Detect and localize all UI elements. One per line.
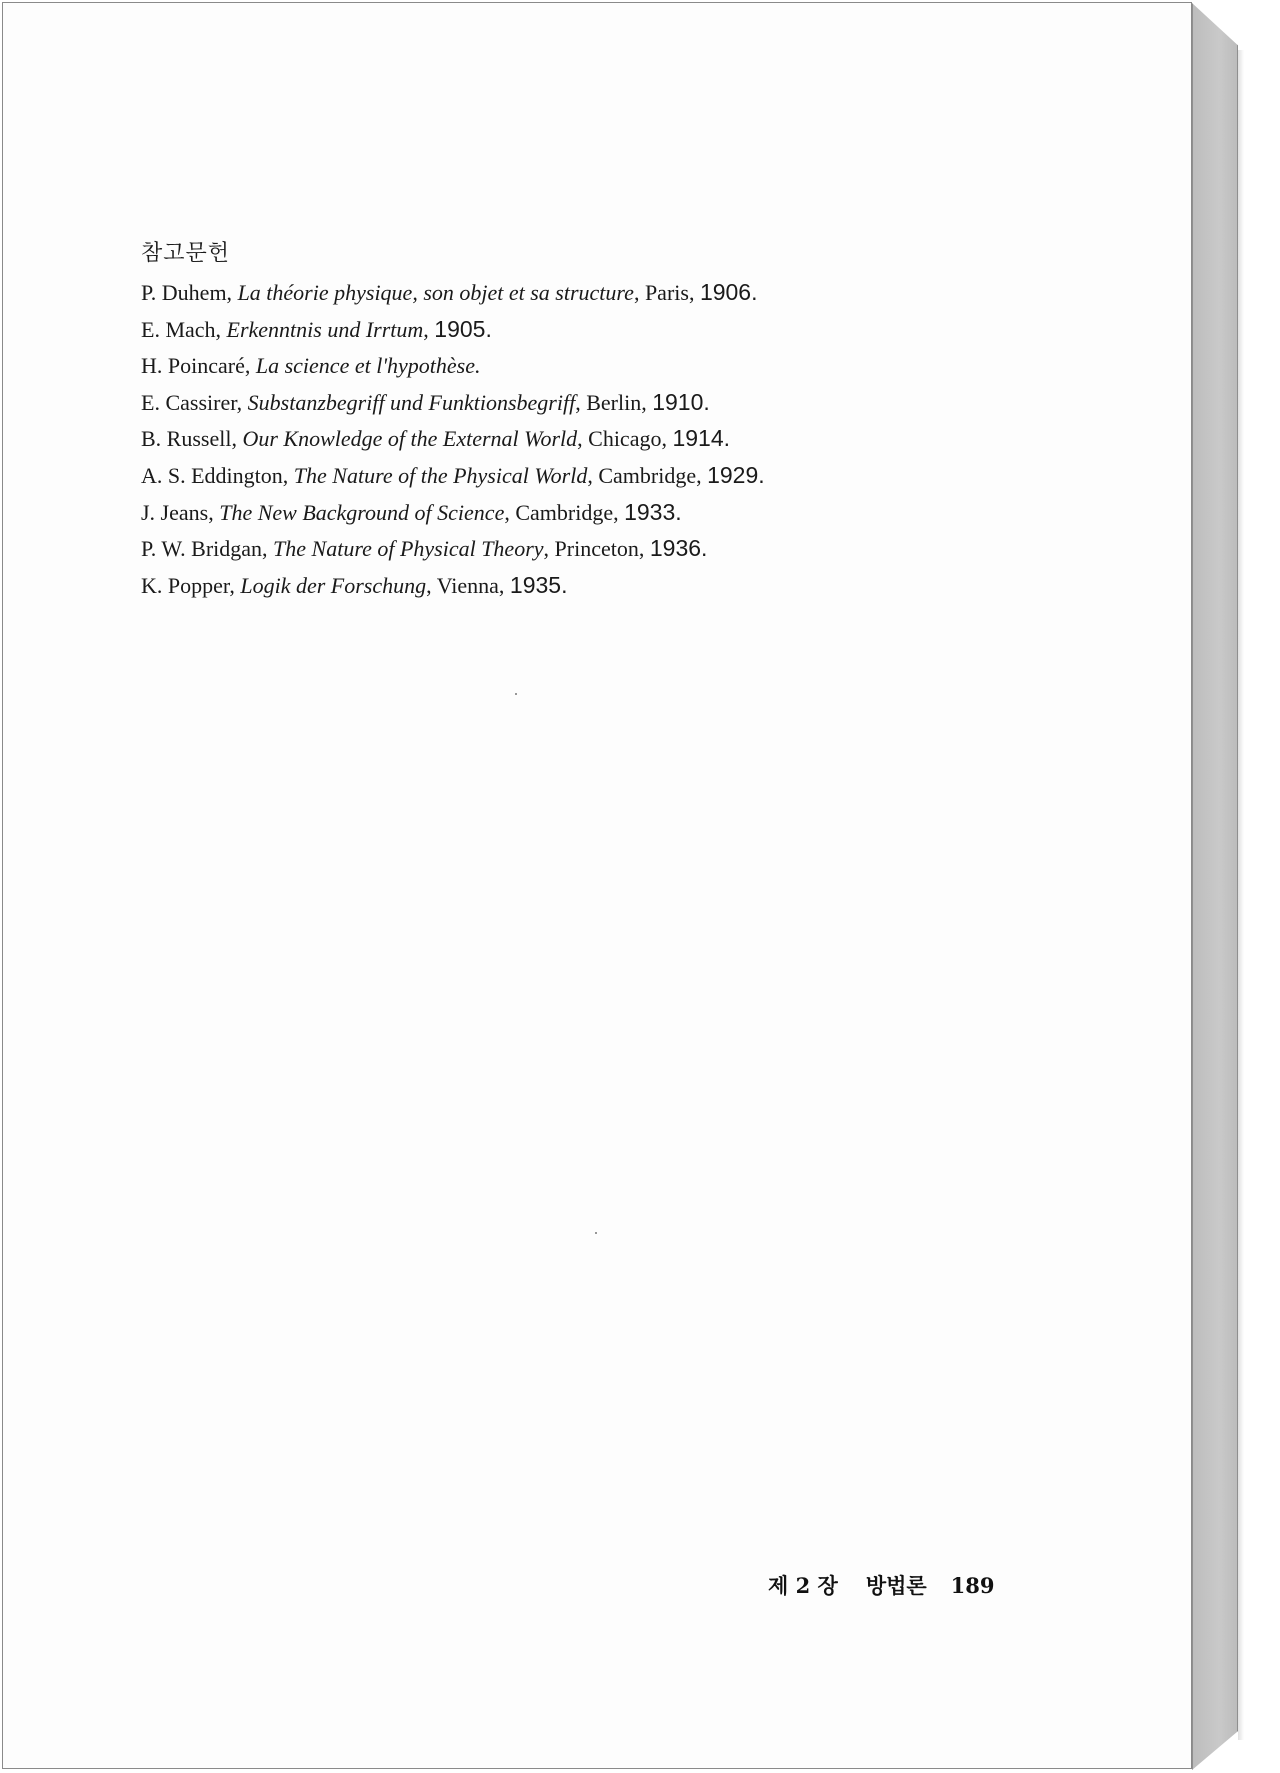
reference-title: La science et l'hypothèse. [255,353,481,379]
footer-section-title: 방법론 [865,1573,927,1598]
reference-list [141,274,1041,603]
reference-place: , Cambridge, [587,462,708,488]
reference-place: , Princeton, [543,536,650,562]
reference-title: The Nature of Physical Theory [273,536,544,562]
page-number: 189 [950,1573,995,1598]
reference-item-bridgan [141,530,1041,567]
reference-place: , Vienna, [426,572,510,598]
reference-place: , Berlin, [575,389,653,415]
references-section [141,240,1041,603]
reference-title: The New Background of Science [219,499,505,525]
reference-item-russell [141,420,1041,457]
reference-place: , [423,316,435,342]
reference-item-mach [141,311,1041,348]
reference-place: , Cambridge, [504,499,625,525]
reference-author: E. Cassirer, [141,389,248,415]
reference-title: Logik der Forschung [240,572,427,598]
references-heading: 참고문헌 [141,241,231,266]
scan-speck [515,693,517,695]
reference-author: B. Russell, [141,426,243,452]
reference-author: P. Duhem, [141,280,238,305]
reference-author: A. S. Eddington, [141,462,294,488]
reference-title: Erkenntnis und Irrtum [226,316,424,342]
reference-item-eddington [141,457,1041,494]
reference-title: The Nature of the Physical World [293,462,588,488]
page-edge [1192,3,1238,1770]
reference-item-jeans [141,494,1041,531]
reference-year: 1936. [649,535,708,562]
reference-item-poincare [141,347,1041,384]
reference-author: E. Mach, [141,316,227,342]
reference-year: 1914. [672,425,731,452]
reference-author: J. Jeans, [141,499,220,525]
reference-author: K. Popper, [141,572,241,598]
running-footer [768,1570,995,1600]
reference-place: , Paris, [633,280,700,305]
reference-item-duhem [141,274,1041,311]
reference-year: 1935. [509,571,568,598]
reference-year: 1910. [652,388,710,415]
reference-item-popper [141,567,1041,604]
reference-author: H. Poincaré, [141,353,256,379]
reference-title: Our Knowledge of the External World [242,426,578,452]
reference-year: 1929. [707,461,765,488]
reference-year: 1906. [699,279,758,305]
reference-place: , Chicago, [577,426,673,452]
page-edge-shadow [1238,50,1244,1740]
reference-year: 1933. [624,498,682,525]
reference-title: La théorie physique, son objet et sa structure [237,280,634,305]
scan-speck [595,1232,597,1234]
reference-title: Substanzbegriff und Funktionsbegriff [247,389,576,415]
reference-author: P. W. Bridgan, [141,536,274,562]
footer-chapter: 제 2 장 [768,1573,838,1598]
reference-item-cassirer [141,384,1041,421]
reference-year: 1905. [434,315,492,342]
